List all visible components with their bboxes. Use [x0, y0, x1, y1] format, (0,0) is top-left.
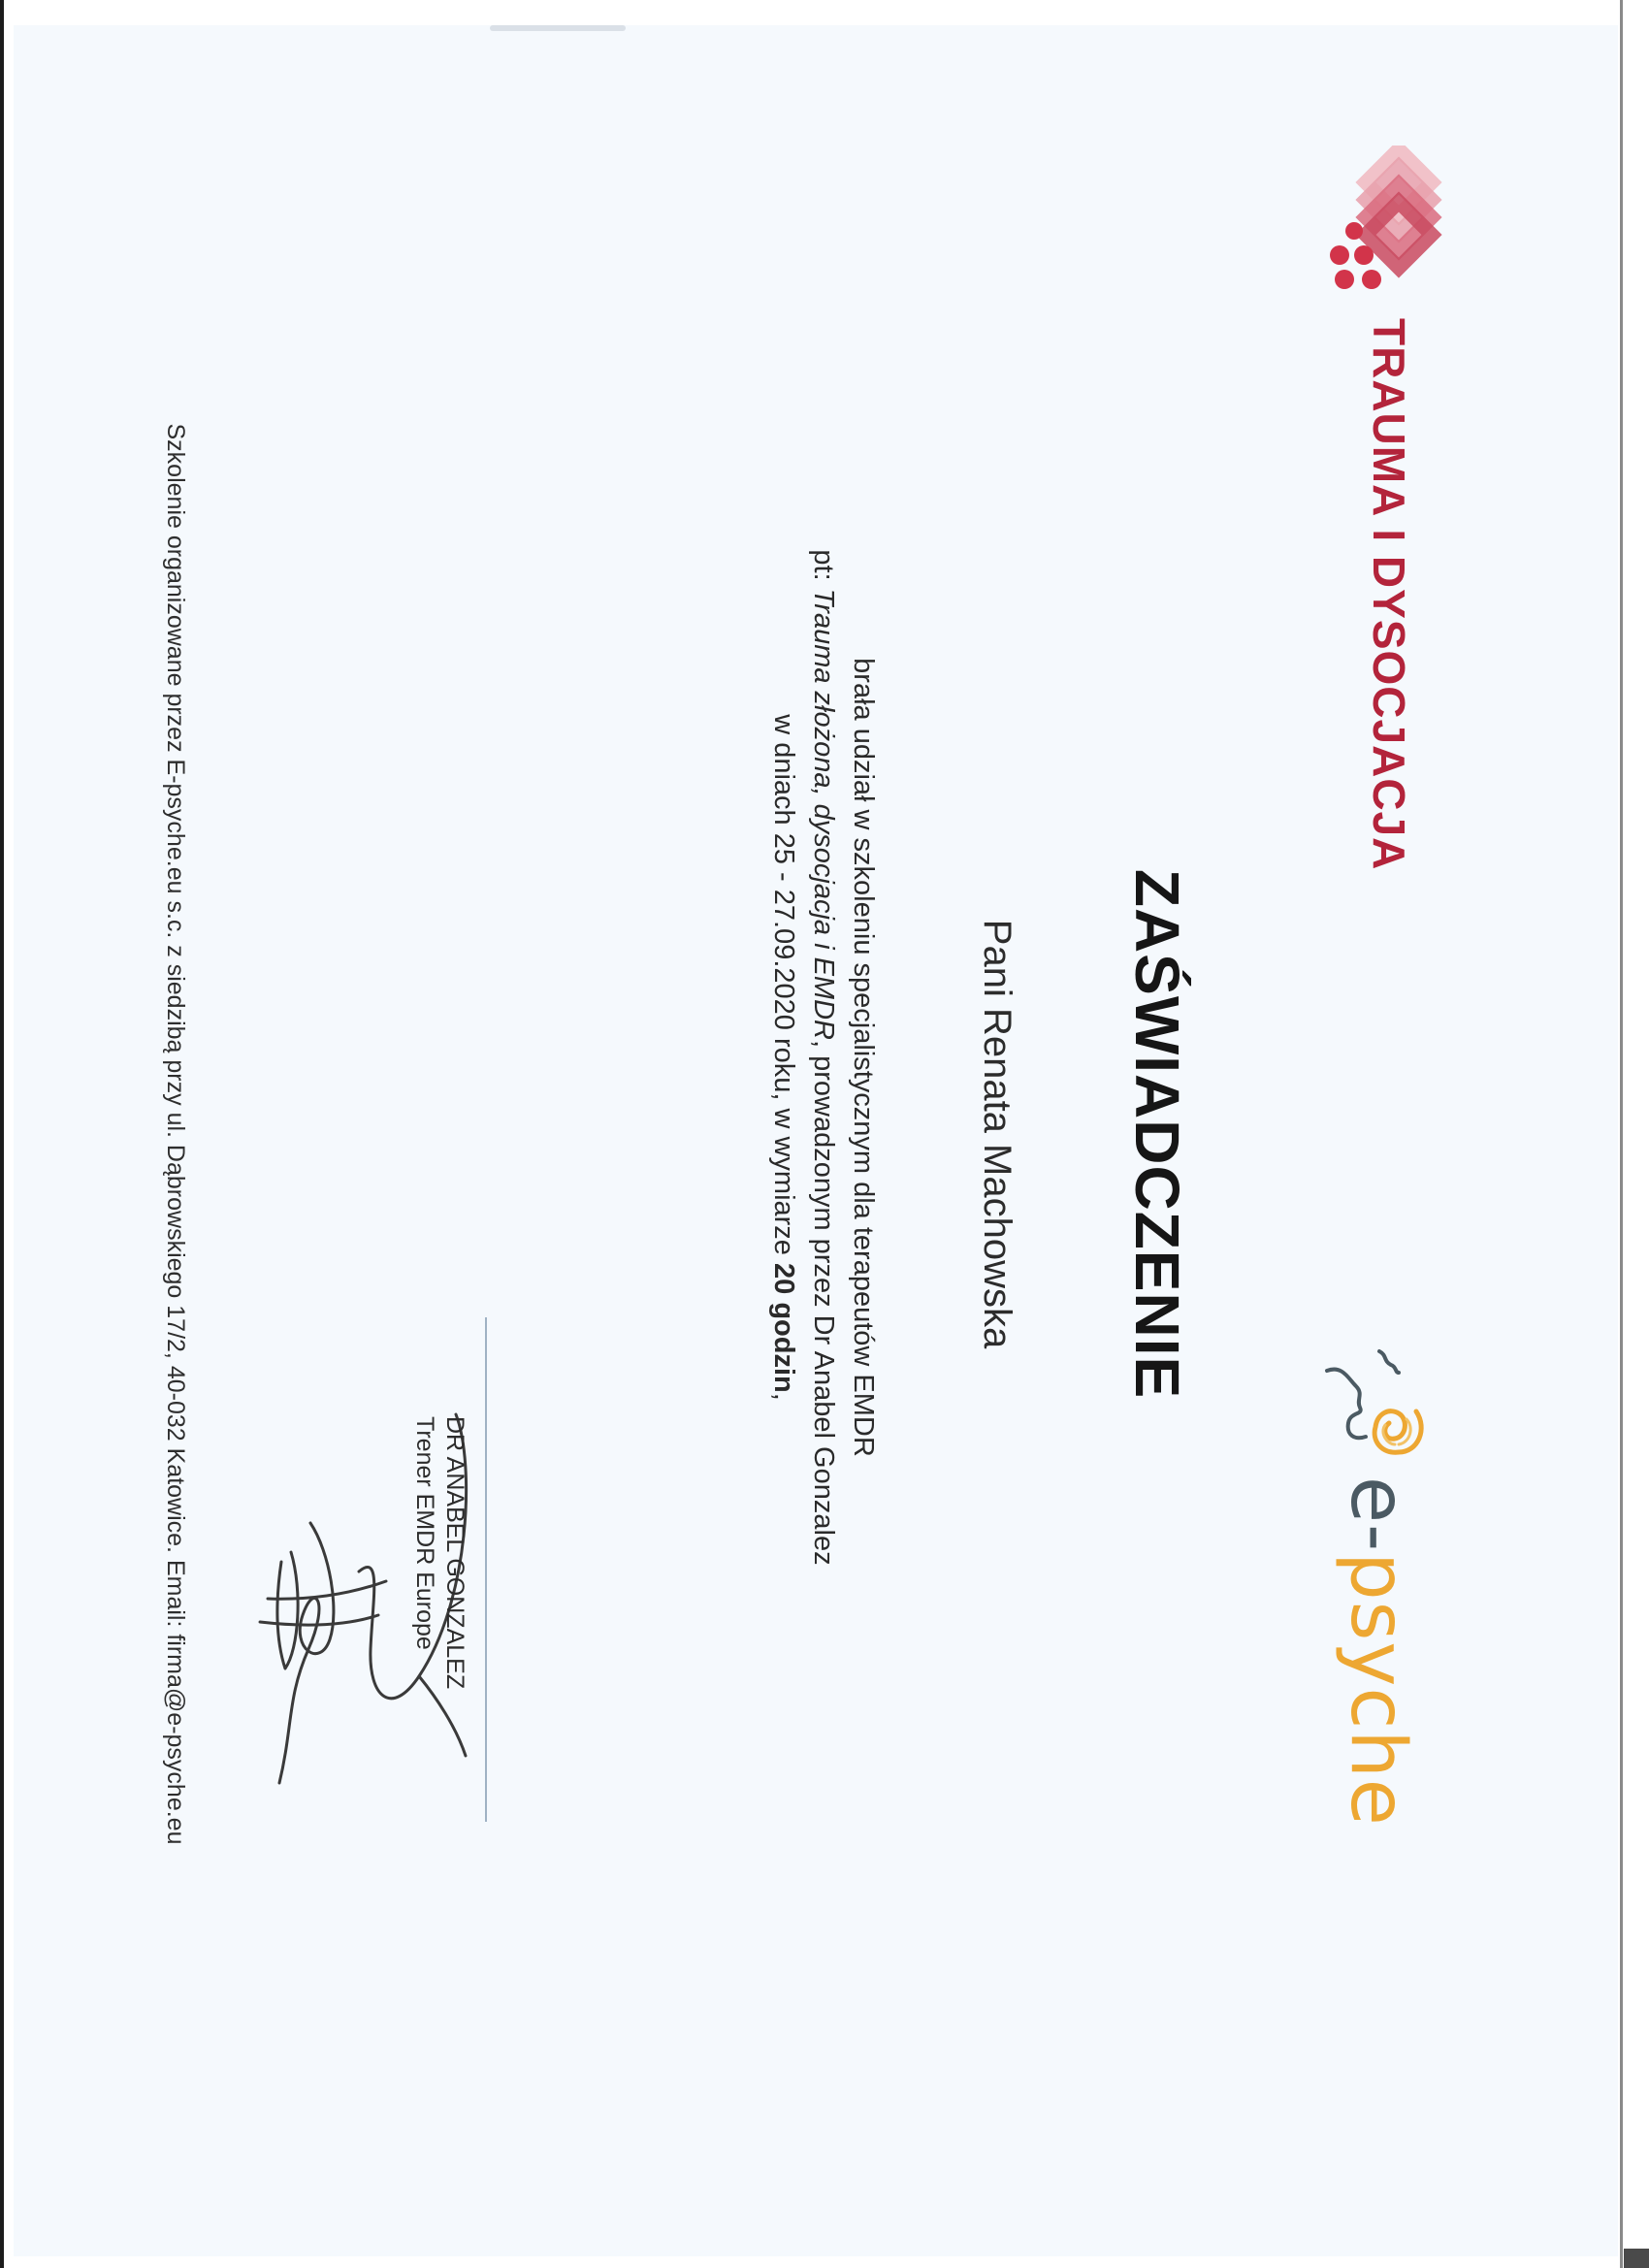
body-line-2-prefix: pt: [808, 549, 839, 589]
recipient-name: Pani Renata Machowska [976, 919, 1018, 1349]
trauma-logo [1315, 146, 1480, 870]
body-line-3-suffix: , [768, 1392, 799, 1401]
certificate-body [763, 485, 883, 1630]
epsyche-logo-text-e: e- [1334, 1476, 1421, 1553]
body-line-2 [803, 485, 843, 1630]
body-line-3-prefix: w dniach 25 - 27.09.2020 roku, w wymiarze [768, 714, 799, 1263]
course-hours: 20 godzin [768, 1263, 799, 1393]
epsyche-logo [1310, 1344, 1445, 1827]
signatory-name: DR ANABEL GONZALEZ [441, 1416, 469, 1690]
epsyche-logo-text-psyche: psyche [1334, 1552, 1421, 1827]
certificate-title: ZAŚWIADCZENIE [1122, 868, 1192, 1400]
signatory-block [409, 1416, 469, 1766]
body-line-1: brała udział w szkoleniu specjalistycznym dla terapeutów EMDR [848, 658, 879, 1457]
body-line-2-suffix: , prowadzonym przez Dr Anabel Gonzalez [808, 1039, 839, 1566]
body-line-3 [763, 485, 803, 1630]
course-name: Trauma złożona, dysocjacja i EMDR [808, 588, 839, 1040]
epsyche-logo-text [1334, 1476, 1421, 1827]
interlocked-diamonds-icon [1315, 146, 1480, 310]
signatory-role: Trener EMDR Europe [411, 1416, 438, 1650]
signature-line [485, 1317, 487, 1822]
trauma-logo-text: TRAUMA I DYSOCJACJA [1364, 318, 1414, 871]
organizer-footer: Szkolenie organizowane przez E-psyche.eu s.c. z siedzibą przy ul. Dąbrowskiego 17/2, 40-032 Katowice. Email: firma@e-psyche.eu [162, 423, 189, 1845]
head-profile-icon [1319, 1344, 1436, 1465]
